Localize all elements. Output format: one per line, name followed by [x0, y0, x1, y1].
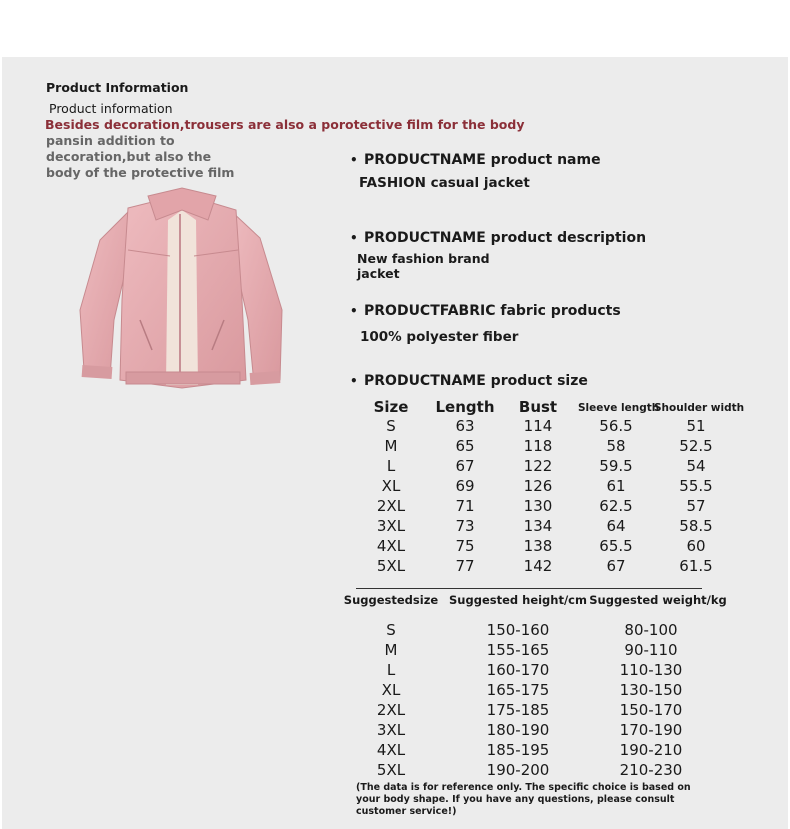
- size-cell: 56.5: [599, 417, 633, 435]
- suggested-size-cell: 165-175: [486, 681, 550, 699]
- size-header-sleeve: Sleeve length: [578, 402, 660, 414]
- size-cell: M: [384, 437, 398, 455]
- product-name-value: FASHION casual jacket: [359, 175, 530, 191]
- size-cell: L: [386, 457, 396, 475]
- suggested-size-cell: 2XL: [376, 701, 406, 719]
- size-cell: 63: [455, 417, 475, 435]
- suggested-size-cell: 110-130: [619, 661, 683, 679]
- suggested-size-cell: 155-165: [486, 641, 550, 659]
- product-description-line-2: jacket: [357, 266, 400, 281]
- bullet-dot-icon: •: [350, 304, 358, 318]
- size-cell: XL: [381, 477, 401, 495]
- suggested-size-cell: 190-200: [486, 761, 550, 779]
- suggested-size-cell: XL: [381, 681, 401, 699]
- size-cell: 61: [606, 477, 626, 495]
- size-cell: 130: [523, 497, 553, 515]
- section-title: product size: [485, 373, 588, 389]
- suggested-size-cell: 160-170: [486, 661, 550, 679]
- suggested-size-cell: 3XL: [376, 721, 406, 739]
- size-cell: 64: [606, 517, 626, 535]
- suggested-size-cell: 185-195: [486, 741, 550, 759]
- size-cell: 4XL: [376, 537, 406, 555]
- size-cell: 134: [523, 517, 553, 535]
- suggested-size-cell: 190-210: [619, 741, 683, 759]
- suggested-size-cell: M: [384, 641, 398, 659]
- section-product-size: [350, 373, 588, 389]
- size-cell: 5XL: [376, 557, 406, 575]
- suggest-header-size: Suggestedsize: [343, 593, 439, 607]
- product-fabric-value: 100% polyester fiber: [360, 329, 519, 345]
- product-information-subheading: Product information: [49, 101, 173, 116]
- size-cell: 114: [523, 417, 553, 435]
- size-cell: 67: [455, 457, 475, 475]
- size-cell: 126: [523, 477, 553, 495]
- size-cell: 3XL: [376, 517, 406, 535]
- suggested-size-cell: 130-150: [619, 681, 683, 699]
- section-title: fabric products: [495, 303, 621, 319]
- size-cell: 58: [606, 437, 626, 455]
- size-cell: 138: [523, 537, 553, 555]
- size-cell: 75: [455, 537, 475, 555]
- size-cell: 65: [455, 437, 475, 455]
- product-description-line-1: New fashion brand: [357, 251, 490, 266]
- suggested-size-cell: S: [386, 621, 396, 639]
- bullet-dot-icon: •: [350, 374, 358, 388]
- size-cell: 67: [606, 557, 626, 575]
- product-information-heading: Product Information: [46, 80, 189, 95]
- size-header-bust: Bust: [518, 398, 558, 416]
- size-cell: 60: [686, 537, 706, 555]
- size-header-length: Length: [435, 398, 495, 416]
- size-cell: 55.5: [679, 477, 713, 495]
- size-cell: 62.5: [599, 497, 633, 515]
- suggested-size-cell: 80-100: [624, 621, 678, 639]
- size-cell: 142: [523, 557, 553, 575]
- section-label: PRODUCTFABRIC: [364, 303, 496, 319]
- size-header-shoulder: Shoulder width: [654, 402, 745, 414]
- size-cell: 65.5: [599, 537, 633, 555]
- suggested-size-cell: 150-170: [619, 701, 683, 719]
- size-header-size: Size: [373, 398, 409, 416]
- pink-jacket-image: [70, 180, 295, 405]
- size-cell: 54: [686, 457, 706, 475]
- decoration-note-line-2: decoration,but also the: [46, 149, 212, 164]
- size-cell: 61.5: [679, 557, 713, 575]
- size-cell: S: [386, 417, 396, 435]
- size-cell: 77: [455, 557, 475, 575]
- decoration-note-line-1: pansin addition to: [46, 133, 175, 148]
- reference-note: (The data is for reference only. The specific choice is based on your body shape. If you have any questions, please consult customer service!): [356, 782, 691, 817]
- section-label: PRODUCTNAME: [364, 152, 486, 168]
- suggested-size-cell: 5XL: [376, 761, 406, 779]
- suggest-header-height: Suggested height/cm: [449, 593, 587, 607]
- section-title: product description: [485, 230, 647, 246]
- suggested-size-cell: 170-190: [619, 721, 683, 739]
- suggested-size-cell: 175-185: [486, 701, 550, 719]
- suggested-size-cell: 150-160: [486, 621, 550, 639]
- suggest-header-weight: Suggested weight/kg: [589, 593, 727, 607]
- size-cell: 122: [523, 457, 553, 475]
- bullet-dot-icon: •: [350, 153, 358, 167]
- size-cell: 2XL: [376, 497, 406, 515]
- decoration-note-red: Besides decoration,trousers are also a porotective film for the body: [45, 117, 525, 132]
- section-product-fabric: [350, 303, 621, 319]
- section-label: PRODUCTNAME: [364, 373, 486, 389]
- size-cell: 58.5: [679, 517, 713, 535]
- size-cell: 59.5: [599, 457, 633, 475]
- section-product-name: [350, 152, 601, 168]
- suggested-size-cell: 180-190: [486, 721, 550, 739]
- section-product-description: [350, 230, 646, 246]
- bullet-dot-icon: •: [350, 231, 358, 245]
- section-label: PRODUCTNAME: [364, 230, 486, 246]
- size-cell: 71: [455, 497, 475, 515]
- suggested-size-cell: 210-230: [619, 761, 683, 779]
- decoration-note-line-3: body of the protective film: [46, 165, 235, 180]
- suggested-size-cell: L: [386, 661, 396, 679]
- size-cell: 57: [686, 497, 706, 515]
- suggested-size-cell: 4XL: [376, 741, 406, 759]
- size-cell: 118: [523, 437, 553, 455]
- size-cell: 69: [455, 477, 475, 495]
- table-divider: [356, 588, 702, 589]
- size-cell: 51: [686, 417, 706, 435]
- size-cell: 52.5: [679, 437, 713, 455]
- size-cell: 73: [455, 517, 475, 535]
- suggested-size-cell: 90-110: [624, 641, 678, 659]
- section-title: product name: [485, 152, 601, 168]
